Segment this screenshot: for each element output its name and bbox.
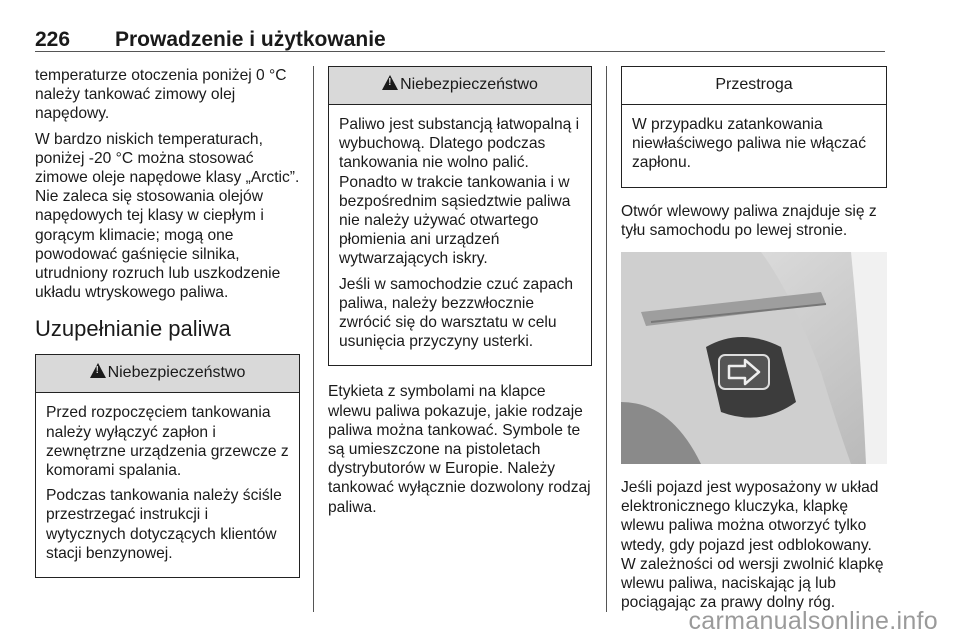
fuel-door-illustration (621, 252, 887, 464)
header-rule (35, 51, 885, 52)
warning-box-body (36, 393, 299, 577)
warning-text: Podczas tankowania należy ściśle przestrzegać instrukcji i wytycznych dotyczących klientów stacji benzynowej. (46, 487, 282, 562)
warning-text: Jeśli w samochodzie czuć zapach paliwa, należy bezzwłocznie zwrócić się do warsztatu w celu usunięcia przyczyny usterki. (339, 275, 574, 351)
caution-box-header: Przestroga (622, 67, 886, 105)
warning-box (35, 354, 300, 578)
fuel-door-arrow-icon (719, 355, 769, 389)
paragraph: temperaturze otoczenia poniżej 0 °C należy tankować zimowy olej napędowy. (35, 67, 287, 123)
warning-triangle-icon (90, 363, 106, 378)
warning-triangle-icon (382, 75, 398, 90)
caution-box-body (622, 105, 886, 187)
column-1 (35, 66, 300, 578)
column-divider-1 (313, 66, 314, 612)
warning-heading: Niebezpieczeństwo (107, 364, 246, 382)
warning-box-header (36, 355, 299, 393)
paragraph: W bardzo niskich temperaturach, poniżej -20 °C można stosować zimowe oleje napędowe klasy „Arctic”. Nie zaleca się stosowania olejów napędowych tej klasy w ciepłym i gorącym klimacie; mogą one powodować gaśnięcie silnika, utrudniony rozruch lub uszkodzenie układu wtryskowego paliwa. (35, 130, 300, 302)
paragraph: Jeśli pojazd jest wyposażony w układ elektronicznego kluczyka, klapkę wlewu paliwa można otworzyć tylko wtedy, gdy pojazd jest odblokowany. W zależności od wersji zwolnić klapkę wlewu paliwa, naciskając ją lub pociągając za prawy dolny róg. (621, 479, 884, 612)
warning-text: Przed rozpoczęciem tankowania należy wyłączyć zapłon i zewnętrzne urządzenia grzewcze z komorami spalania. (46, 404, 289, 480)
warning-heading: Niebezpieczeństwo (400, 76, 538, 93)
paragraph: Etykieta z symbolami na klapce wlewu paliwa pokazuje, jakie rodzaje paliwa można tankować. Symbole te są umieszczone na pistoletach dystrybutorów w Europie. Należy tankować wyłącznie dozwolony rodzaj paliwa. (328, 383, 591, 516)
paragraph: Otwór wlewowy paliwa znajduje się z tyłu samochodu po lewej stronie. (621, 202, 877, 239)
section-heading: Uzupełnianie paliwa (35, 316, 231, 342)
column-2 (328, 66, 592, 523)
watermark: carmanualsonline.info (688, 607, 938, 635)
caution-box (621, 66, 887, 188)
warning-box-header (329, 67, 591, 105)
page-title: Prowadzenie i użytkowanie (115, 28, 386, 51)
column-divider-2 (606, 66, 607, 612)
column-3 (621, 66, 887, 618)
warning-box (328, 66, 592, 366)
warning-box-body (329, 105, 591, 365)
fuel-door-photo (621, 252, 887, 464)
caution-text: W przypadku zatankowania niewłaściwego paliwa nie włączać zapłonu. (632, 116, 867, 172)
warning-text: Paliwo jest substancją łatwopalną i wybuchową. Dlatego podczas tankowania nie wolno palić. Ponadto w trakcie tankowania i w bezpośrednim sąsiedztwie paliwa nie należy używać otwartego płomienia ani urządzeń wytwarzających iskry. (339, 116, 580, 268)
page-number: 226 (35, 28, 71, 51)
